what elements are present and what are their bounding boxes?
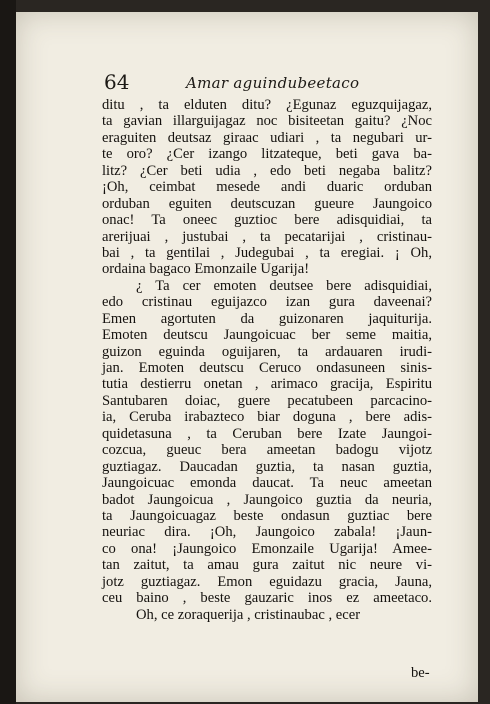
text-line: edo cristinau eguijazco izan gura daveenai?: [102, 294, 432, 311]
text-line: Santubaren doiac, guere pecatubeen parcacino-: [102, 392, 432, 409]
text-line: ordaina bagaco Emonzaile Ugarija!: [102, 261, 310, 278]
text-line: neuriac dira. ¡Oh, Jaungoico zabala! ¡Jaun-: [102, 524, 432, 541]
book-page: [16, 12, 478, 702]
text-line: badot Jaungoicua , Jaungoico guztia da neuria,: [102, 491, 432, 508]
text-line: Jaungoicuac emonda daucat. Ta neuc ameetan: [102, 475, 432, 492]
text-line: tan zaitut, ta amau gura zaitut nic neure vi-: [102, 557, 432, 574]
text-line: te oro? ¿Cer izango litzateque, beti gava ba-: [102, 146, 432, 163]
page-number: 64: [104, 70, 130, 94]
text-line: eraguiten deutsaz giraac udiari , ta negubari ur-: [102, 129, 432, 146]
text-line: bai , ta gentilai , Judegubai , ta eregiai. ¡ Oh,: [102, 244, 432, 261]
text-line: ta gavian illarguijagaz noc bisiteetan gaitu? ¿Noc: [102, 113, 432, 130]
text-line: guizon eguinda oguijaren, ta ardauaren irudi-: [102, 343, 432, 360]
text-line: tutia destierru onetan , arimaco gracija, Espiritu: [102, 376, 432, 393]
running-title: Amar aguindubeetaco: [186, 74, 360, 92]
text-line: jan. Emoten deutscu Ceruco ondasuneen sinis-: [102, 360, 432, 376]
text-line: co ona! ¡Jaungoico Emonzaile Ugarija! Amee-: [102, 540, 432, 557]
text-line: quidetasuna , ta Ceruban bere Izate Jaungoi-: [102, 425, 432, 442]
text-line: guztiagaz. Daucadan guztia, ta nasan guztia,: [102, 458, 432, 475]
text-line: Oh, ce zoraquerija , cristinaubac , ecer: [136, 606, 361, 623]
text-line: onac! Ta oneec guztioc bere adisquidiai, ta: [102, 212, 432, 229]
text-line: cozcua, gueuc bera ameetan badogu vijotz: [102, 442, 432, 459]
text-line: ¡Oh, ceimbat mesede andi duaric orduban: [102, 179, 432, 196]
text-line: ia, Ceruba irabazteco biar doguna , bere adis-: [102, 409, 432, 426]
text-line: ceu baino , beste gauzaric inos ez ameetaco.: [102, 590, 432, 607]
text-line: jotz guztiagaz. Emon eguidazu gracia, Jauna,: [102, 573, 432, 590]
text-line: ¿ Ta cer emoten deutsee bere adisquidiai,: [136, 277, 432, 294]
book-gutter-shadow: [0, 0, 16, 704]
text-line: ta Jaungoicuagaz beste ondasun guztiac bere: [102, 507, 432, 524]
body-text: [102, 97, 432, 623]
catchword: be-: [411, 665, 430, 681]
text-line: arerijuai , justubai , ta pecatarijai , cristinau-: [102, 228, 432, 245]
page-header: [16, 70, 478, 98]
text-line: litz? ¿Cer beti udia , edo beti negaba balitz?: [102, 162, 432, 179]
text-line: orduban eguiten deutscuzan gueure Jaungoico: [102, 195, 432, 212]
text-line: ditu , ta elduten ditu? ¿Egunaz eguzquijagaz,: [102, 97, 432, 113]
text-line: Emen agortuten da guizonaren jaquiturija.: [102, 310, 432, 327]
text-line: Emoten deutscu Jaungoicuac ber seme maitia,: [102, 327, 432, 344]
